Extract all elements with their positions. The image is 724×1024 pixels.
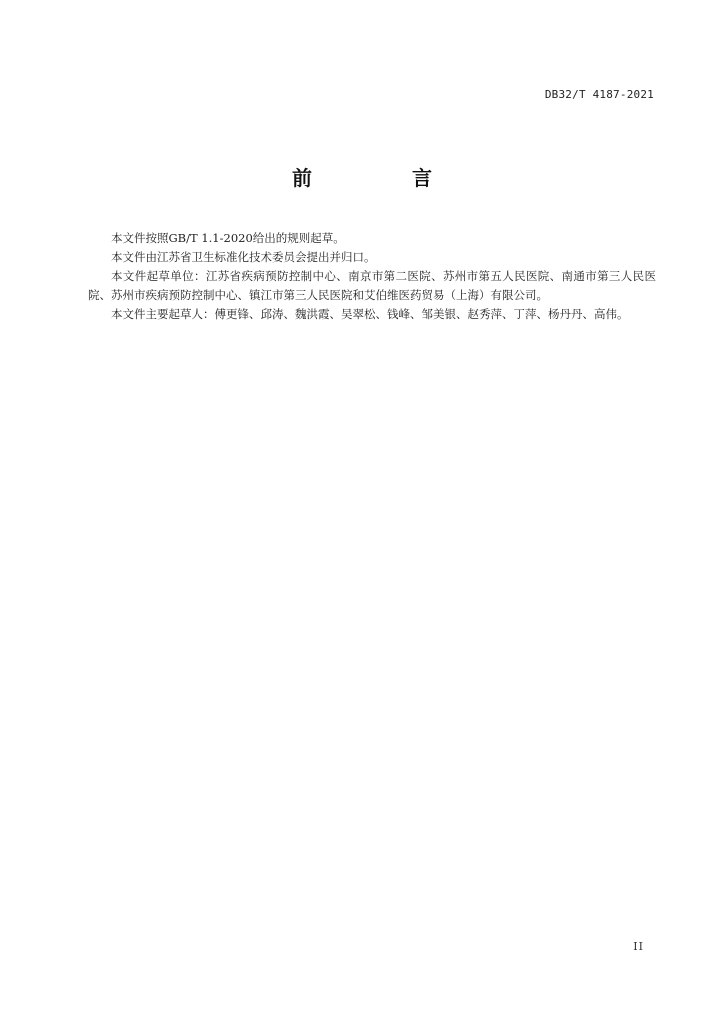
paragraph-drafters: 本文件主要起草人：傅更锋、邱涛、魏洪霞、吴翠松、钱峰、邹美银、赵秀萍、丁萍、杨丹丹、高伟。	[111, 307, 629, 321]
paragraph-proposer: 本文件由江苏省卫生标准化技术委员会提出并归口。	[111, 250, 376, 264]
foreword-body	[88, 229, 656, 324]
standard-code: DB32/T 4187-2021	[544, 88, 654, 101]
paragraph-drafting-rules: 本文件按照GB/T 1.1-2020给出的规则起草。	[111, 231, 345, 245]
page-number: II	[633, 940, 644, 953]
page-title: 前 言	[292, 166, 472, 190]
paragraph-drafting-units: 本文件起草单位：江苏省疾病预防控制中心、南京市第二医院、苏州市第五人民医院、南通市第三人民医院、苏州市疾病预防控制中心、镇江市第三人民医院和艾伯维医药贸易（上海）有限公司。	[88, 269, 656, 302]
